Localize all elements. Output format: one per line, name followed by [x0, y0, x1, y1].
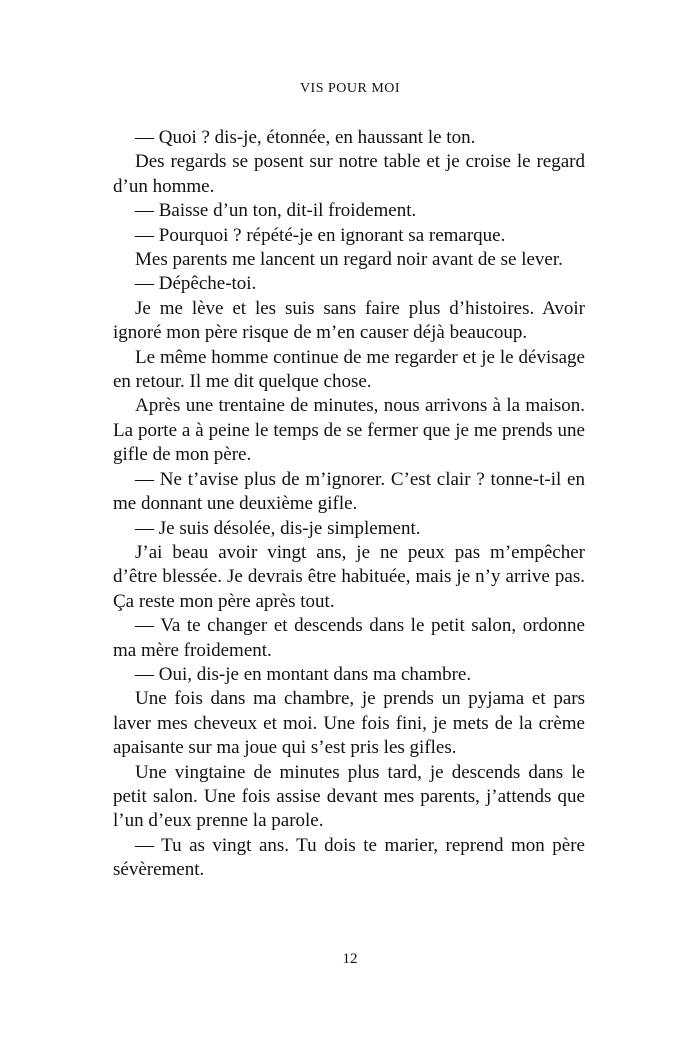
- paragraph: — Tu as vingt ans. Tu dois te marier, reprend mon père sévèrement.: [113, 834, 585, 881]
- paragraph: Après une trentaine de minutes, nous arrivons à la maison. La porte a à peine le temps de se fermer que je me prends une gifle de mon père.: [113, 395, 585, 466]
- paragraph: — Baisse d’un ton, dit-il froidement.: [135, 200, 417, 222]
- paragraph: — Va te changer et descends dans le petit salon, ordonne ma mère froidement.: [113, 615, 585, 661]
- paragraph: — Ne t’avise plus de m’ignorer. C’est clair ? tonne-t-il en me donnant une deuxième gifle.: [113, 468, 585, 515]
- paragraph: — Dépêche-toi.: [135, 273, 257, 295]
- page-number: 12: [342, 951, 358, 967]
- paragraph: — Quoi ? dis-je, étonnée, en haussant le ton.: [135, 127, 476, 148]
- body-text: [113, 126, 585, 883]
- paragraph: Des regards se posent sur notre table et je croise le regard d’un homme.: [113, 151, 585, 197]
- paragraph: — Oui, dis-je en montant dans ma chambre.: [135, 663, 472, 685]
- paragraph: Une fois dans ma chambre, je prends un pyjama et pars laver mes cheveux et moi. Une fois fini, je mets de la crème apaisante sur ma joue qui s’est pris les gifles.: [113, 688, 585, 759]
- running-head: VIS POUR MOI: [299, 81, 401, 96]
- paragraph: — Pourquoi ? répété-je en ignorant sa remarque.: [135, 224, 506, 246]
- paragraph: Je me lève et les suis sans faire plus d’histoires. Avoir ignoré mon père risque de m’en causer déjà beaucoup.: [113, 297, 585, 344]
- paragraph: Le même homme continue de me regarder et je le dévisage en retour. Il me dit quelque chose.: [113, 346, 585, 393]
- paragraph: — Je suis désolée, dis-je simplement.: [135, 517, 421, 539]
- paragraph: Une vingtaine de minutes plus tard, je descends dans le petit salon. Une fois assise devant mes parents, j’attends que l’un d’eux prenne la parole.: [113, 761, 585, 832]
- paragraph: J’ai beau avoir vingt ans, je ne peux pas m’empêcher d’être blessée. Je devrais être habituée, mais je n’y arrive pas. Ça reste mon père après tout.: [113, 541, 585, 612]
- paragraph: Mes parents me lancent un regard noir avant de se lever.: [135, 249, 563, 271]
